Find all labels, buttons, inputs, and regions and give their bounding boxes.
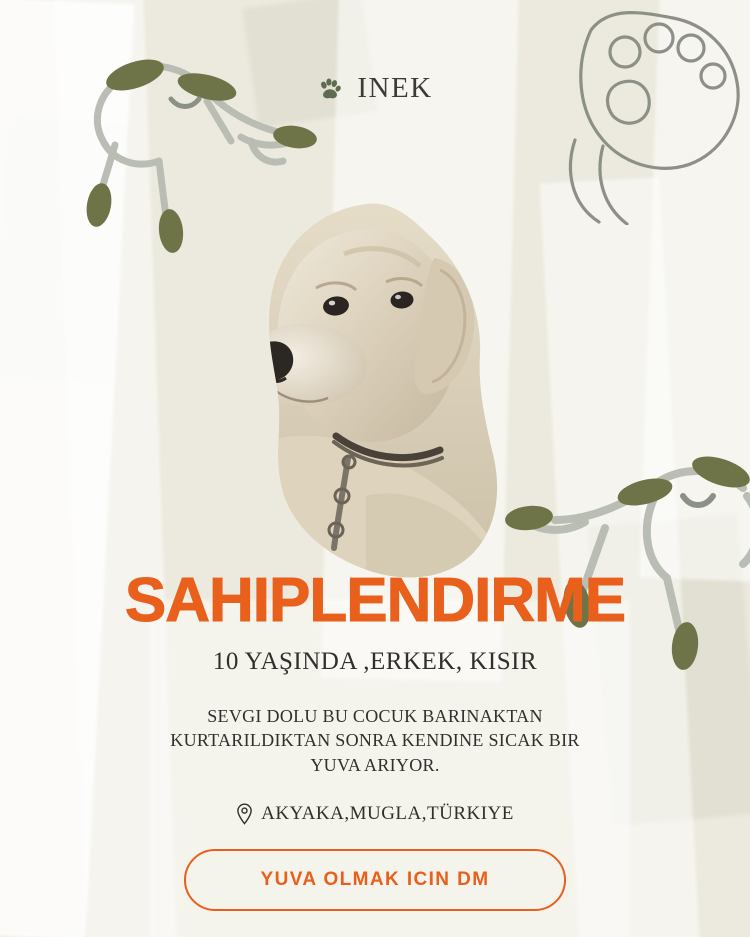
- location-text: AKYAKA,MUGLA,TÜRKIYE: [261, 802, 514, 824]
- poster-content: [0, 566, 750, 911]
- location-row: [0, 803, 750, 825]
- pet-description: SEVGI DOLU BU COCUK BARINAKTAN KURTARILDIKTAN SONRA KENDINE SICAK BIR YUVA ARIYOR.: [170, 706, 580, 775]
- brand-header: [0, 72, 750, 105]
- dog-photo: [216, 196, 536, 596]
- location-pin-icon: [236, 803, 253, 825]
- brand-name: INEK: [357, 72, 433, 104]
- page-title: SAHIPLENDIRME: [124, 566, 626, 635]
- pet-attributes: 10 YAŞINDA ,ERKEK, KISIR: [212, 648, 538, 675]
- paw-icon: [317, 76, 343, 102]
- dog-portrait-image: [216, 196, 536, 596]
- hand-paw-line-icon: [555, 0, 750, 225]
- dm-cta-button[interactable]: YUVA OLMAK ICIN DM: [184, 849, 566, 911]
